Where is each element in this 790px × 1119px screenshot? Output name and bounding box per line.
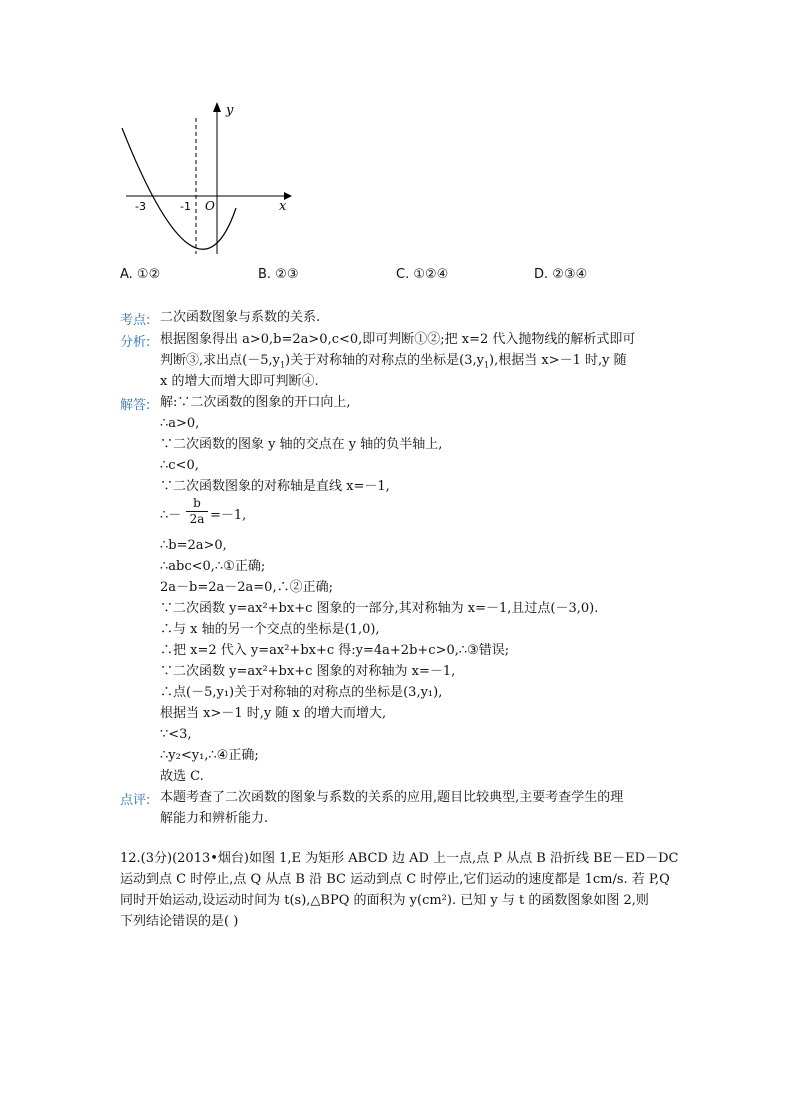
jieda-line-13: ∵二次函数 y=ax²+bx+c 图象的对称轴为 x=－1, — [160, 664, 456, 679]
dianping-line2: 解能力和辨析能力. — [160, 811, 269, 826]
question-12-line1: 12.(3分)(2013•烟台)如图 1,E 为矩形 ABCD 边 AD 上一点,点 P 从点 B 沿折线 BE－ED－DC — [120, 851, 679, 866]
dianping-label: 点评: — [120, 793, 151, 808]
jieda-line-18: 故选 C. — [160, 769, 204, 784]
fraction-numerator: b — [186, 496, 208, 512]
question-12-line4: 下列结论错误的是( ) — [120, 914, 239, 929]
jieda-line-4: ∴c<0, — [160, 458, 199, 473]
fraction-b-over-2a — [186, 496, 208, 527]
jieda-line-16: ∵<3, — [160, 727, 192, 742]
option-d: D. ②③④ — [534, 267, 588, 282]
x-axis-label: x — [279, 199, 287, 214]
fenxi-line2: 判断③,求出点$(-5,y_1)$关于对称轴的对称点的坐标是$(3,y_1)$,根据当 x>－1 时,y 随 — [160, 353, 627, 370]
fraction-denominator: 2a — [189, 512, 205, 526]
jieda-line-15: 根据当 x>－1 时,y 随 x 的增大而增大, — [160, 706, 387, 721]
parabola-graph — [112, 96, 302, 266]
fenxi-line3: x 的增大而增大即可判断④. — [160, 374, 319, 389]
origin-label: O — [205, 199, 215, 213]
fenxi-label: 分析: — [120, 335, 151, 350]
jieda-line-8: ∴abc<0,∴①正确; — [160, 559, 266, 574]
jieda-line-1: 解:∵二次函数的图象的开口向上, — [160, 395, 351, 410]
kaodian-text: 二次函数图象与系数的关系. — [160, 310, 321, 325]
jieda-line-17: ∴y₂<y₁,∴④正确; — [160, 748, 259, 763]
jieda-line-5: ∵二次函数图象的对称轴是直线 x=－1, — [160, 479, 390, 494]
jieda-line-14: ∴点(－5,y₁)关于对称轴的对称点的坐标是(3,y₁), — [160, 685, 443, 700]
parabola-curve — [122, 128, 236, 249]
question-12-line2: 运动到点 C 时停止,点 Q 从点 B 沿 BC 运动到点 C 时停止,它们运动的速度都是 1cm/s. 若 P,Q — [120, 872, 670, 887]
y-axis-label: y — [226, 103, 234, 118]
jieda-line-10: ∵二次函数 y=ax²+bx+c 图象的一部分,其对称轴为 x=－1,且过点(－3,0). — [160, 601, 599, 616]
jieda-line-12: ∴把 x=2 代入 y=ax²+bx+c 得:y=4a+2b+c>0,∴③错误; — [160, 643, 510, 658]
kaodian-label: 考点: — [120, 313, 151, 328]
jieda-line-11: ∴与 x 轴的另一个交点的坐标是(1,0), — [160, 622, 380, 637]
tick-label-neg3: -3 — [135, 200, 146, 213]
y-axis-arrow — [213, 102, 221, 112]
jieda-line-9: 2a－b=2a－2a=0,∴②正确; — [160, 580, 333, 595]
jieda-label: 解答: — [120, 398, 151, 413]
jieda-line-7: ∴b=2a>0, — [160, 538, 227, 553]
jieda-line-6-prefix: ∴－ — [160, 508, 182, 523]
jieda-line-6-suffix: =－1, — [210, 508, 247, 523]
tick-label-neg1: -1 — [180, 200, 191, 213]
option-b: B. ②③ — [258, 267, 299, 282]
jieda-line-2: ∴a>0, — [160, 416, 200, 431]
option-a: A. ①② — [120, 267, 161, 282]
fenxi-line1: 根据图象得出 a>0,b=2a>0,c<0,即可判断①②;把 x=2 代入抛物线的解析式即可 — [160, 332, 636, 347]
option-c: C. ①②④ — [396, 267, 449, 282]
dianping-line1: 本题考查了二次函数的图象与系数的关系的应用,题目比较典型,主要考查学生的理 — [160, 790, 624, 805]
jieda-line-3: ∵二次函数的图象 y 轴的交点在 y 轴的负半轴上, — [160, 437, 443, 452]
question-12-line3: 同时开始运动,设运动时间为 t(s),△BPQ 的面积为 y(cm²). 已知 y 与 t 的函数图象如图 2,则 — [120, 893, 649, 908]
